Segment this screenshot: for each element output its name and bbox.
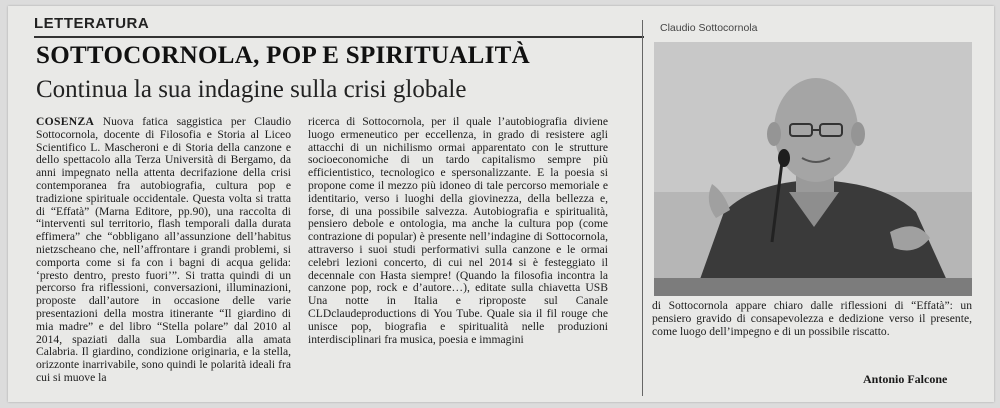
author-photo xyxy=(654,42,972,296)
subheadline: Continua la sua indagine sulla crisi globale xyxy=(36,76,467,103)
article-text-1: Nuova fatica saggistica per Claudio Sottocornola, docente di Filosofia e Storia al Liceo Scientifico L. Mascheroni e di Storia della canzone e dello spettacolo alla Terza Università di Bergamo, da anni impegnato nella attenta decrifazione della crisi contemporanea fra autobiografia, cultura pop e tradizione spirituale occidentale. Questa volta si tratta di “Effatà” (Marna Editore, pp.90), una raccolta di “interventi sul territorio, flash temporali dalla durata effimera” che “obbligano all’assunzione dell’habitus nietzscheano che, nell’affrontare i grandi problemi, si comporta come si fa con i bagni di acqua gelida: ‘presto dentro, presto fuori’”. Si tratta quindi di un percorso fra riflessioni, conversazioni, illuminazioni, proposte dall’autore in occasione delle varie presentazioni della mostra itinerante “Il giardino di mia madre” e del libro “Stella polare” dal 2010 al 2014, spaziati dalla sua Lombardia alla amata Calabria. Il giardino, condizione originaria, e la stella, orizzonte inarrivabile, sono quindi le polarità ideali fra cui si muove la xyxy=(36,115,291,384)
photo-caption: Claudio Sottocornola xyxy=(660,22,758,34)
article-column-2 xyxy=(308,116,608,346)
section-rule xyxy=(34,36,644,38)
author-signature: Antonio Falcone xyxy=(863,372,948,386)
headline: SOTTOCORNOLA, POP E SPIRITUALITÀ xyxy=(36,42,530,69)
article-text-3: di Sottocornola appare chiaro dalle riflessioni di “Effatà”: un pensiero gravido di consapevolezza e dedizione verso il presente, come luogo dell’impegno e di un possibile riscatto. xyxy=(652,299,972,338)
speaker-illustration xyxy=(654,42,972,296)
article-text-2: ricerca di Sottocornola, per il quale l’autobiografia diviene luogo ermeneutico per eccellenza, in grado di resistere agli attacchi di un nichilismo ormai apparentato con le strutture socioeconomiche di un tardo capitalismo sempre più efficientistico, tecnologico e spersonalizzante. E la poesia si propone come il mezzo più idoneo di tale percorso memoriale e identitario, verso i luoghi della giovinezza, della bellezza e, forse, di una possibile salvezza. Autobiografia e spiritualità, pensiero debole e ontologia, ma anche la cultura pop (come contrazione di popular) è presente nell’indagine di Sottocornola, attraverso i suoi studi performativi sulla canzone e le ormai celebri lezioni concerto, di cui nel 2014 si è festeggiato il decennale con Hasta siempre! (Quando la filosofia incontra la canzone pop, rock e d’autore…), editate sulla chiavetta USB Una notte in Italia e riproposte sul Canale CLDclaudeproductions di You Tube. Quale sia il fil rouge che unisce pop, biografia e spiritualità nelle produzioni interdisciplinari fra musica, poesia e immagini xyxy=(308,115,608,346)
article-column-3 xyxy=(652,300,972,338)
newspaper-clipping xyxy=(8,6,994,402)
column-divider xyxy=(642,20,643,396)
article-column-1 xyxy=(36,116,291,385)
section-label: LETTERATURA xyxy=(34,15,150,32)
dateline: COSENZA xyxy=(36,115,95,128)
